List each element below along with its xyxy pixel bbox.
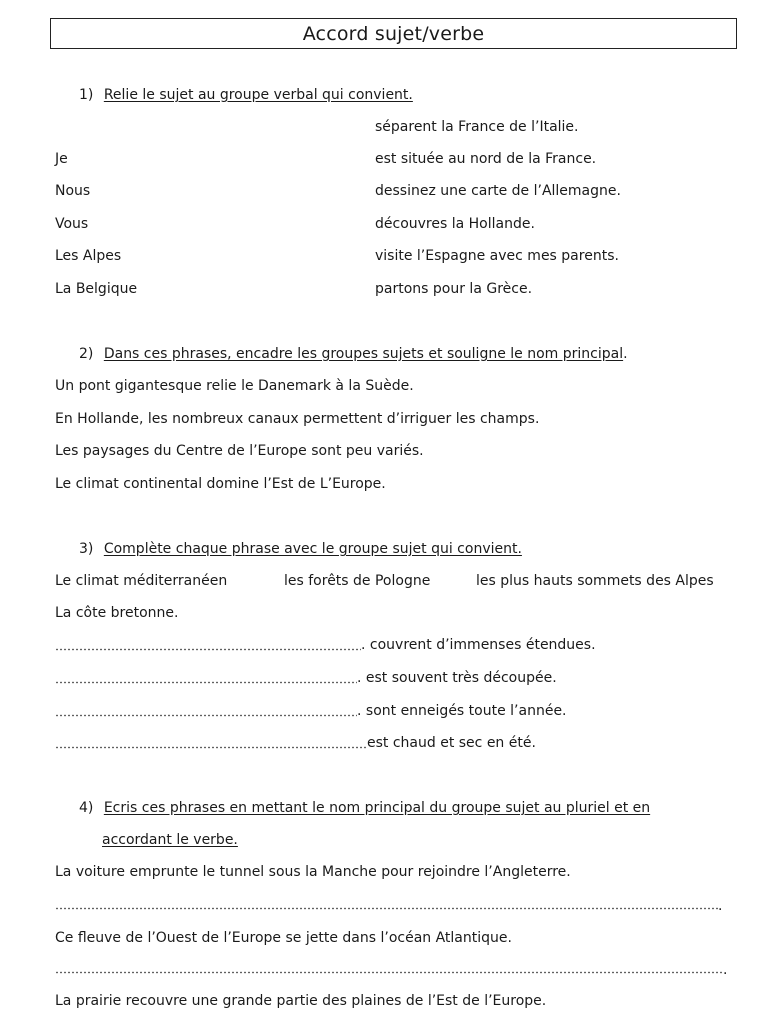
fill-in-blank[interactable]	[55, 681, 357, 684]
answer-line-end: .	[718, 898, 723, 914]
page-title: Accord sujet/verbe	[50, 18, 737, 49]
subject-item: Les Alpes	[55, 248, 122, 264]
exercise-2-number: 2)	[79, 346, 94, 362]
exercise-4-instruction-continued: accordant le verbe.	[102, 832, 238, 848]
verb-group-item: dessinez une carte de l’Allemagne.	[375, 183, 621, 199]
exercise-1-number: 1)	[79, 87, 94, 103]
subject-item: Nous	[55, 183, 91, 199]
sentence-ending: . est souvent très découpée.	[357, 670, 557, 686]
verb-group-item: découvres la Hollande.	[375, 216, 535, 232]
verb-group-item: visite l’Espagne avec mes parents.	[375, 248, 619, 264]
subject-choice: Le climat méditerranéen	[55, 573, 228, 589]
sentence: Les paysages du Centre de l’Europe sont peu variés.	[55, 443, 424, 459]
subject-item: Je	[55, 151, 68, 167]
fill-in-blank[interactable]	[55, 746, 367, 749]
sentence: La voiture emprunte le tunnel sous la Manche pour rejoindre l’Angleterre.	[55, 864, 571, 880]
verb-group-item: partons pour la Grèce.	[375, 281, 533, 297]
exercise-2-heading	[79, 345, 628, 363]
exercise-1-heading	[79, 86, 413, 104]
sentence: Le climat continental domine l’Est de L’Europe.	[55, 476, 386, 492]
exercise-4-number: 4)	[79, 800, 94, 816]
exercise-2-period: .	[623, 346, 628, 362]
answer-line[interactable]	[55, 971, 723, 974]
sentence: En Hollande, les nombreux canaux permettent d’irriguer les champs.	[55, 411, 540, 427]
exercise-3-number: 3)	[79, 541, 94, 557]
subject-item: Vous	[55, 216, 89, 232]
subject-choice: les plus hauts sommets des Alpes	[476, 573, 714, 589]
subject-choice: La côte bretonne.	[55, 605, 179, 621]
answer-line[interactable]	[55, 907, 718, 910]
sentence: Ce fleuve de l’Ouest de l’Europe se jette dans l’océan Atlantique.	[55, 930, 512, 946]
sentence-ending: est chaud et sec en été.	[367, 735, 536, 751]
exercise-3-heading	[79, 540, 522, 558]
fill-in-blank[interactable]	[55, 714, 357, 717]
sentence-ending: . sont enneigés toute l’année.	[357, 703, 567, 719]
verb-group-item: est située au nord de la France.	[375, 151, 597, 167]
subject-item: La Belgique	[55, 281, 138, 297]
exercise-4-instruction: Ecris ces phrases en mettant le nom principal du groupe sujet au pluriel et en	[103, 800, 651, 816]
exercise-3-instruction: Complète chaque phrase avec le groupe sujet qui convient.	[103, 541, 522, 557]
answer-line-end: .	[723, 962, 728, 978]
fill-in-blank[interactable]	[55, 648, 361, 651]
verb-group-item: séparent la France de l’Italie.	[375, 119, 579, 135]
subject-choice: les forêts de Pologne	[284, 573, 431, 589]
exercise-2-instruction: Dans ces phrases, encadre les groupes sujets et souligne le nom principal	[103, 346, 624, 362]
exercise-1-instruction: Relie le sujet au groupe verbal qui convient.	[103, 87, 413, 103]
sentence-ending: . couvrent d’immenses étendues.	[361, 637, 596, 653]
sentence: Un pont gigantesque relie le Danemark à la Suède.	[55, 378, 414, 394]
exercise-4-heading	[79, 799, 650, 817]
sentence: La prairie recouvre une grande partie des plaines de l’Est de l’Europe.	[55, 993, 547, 1009]
